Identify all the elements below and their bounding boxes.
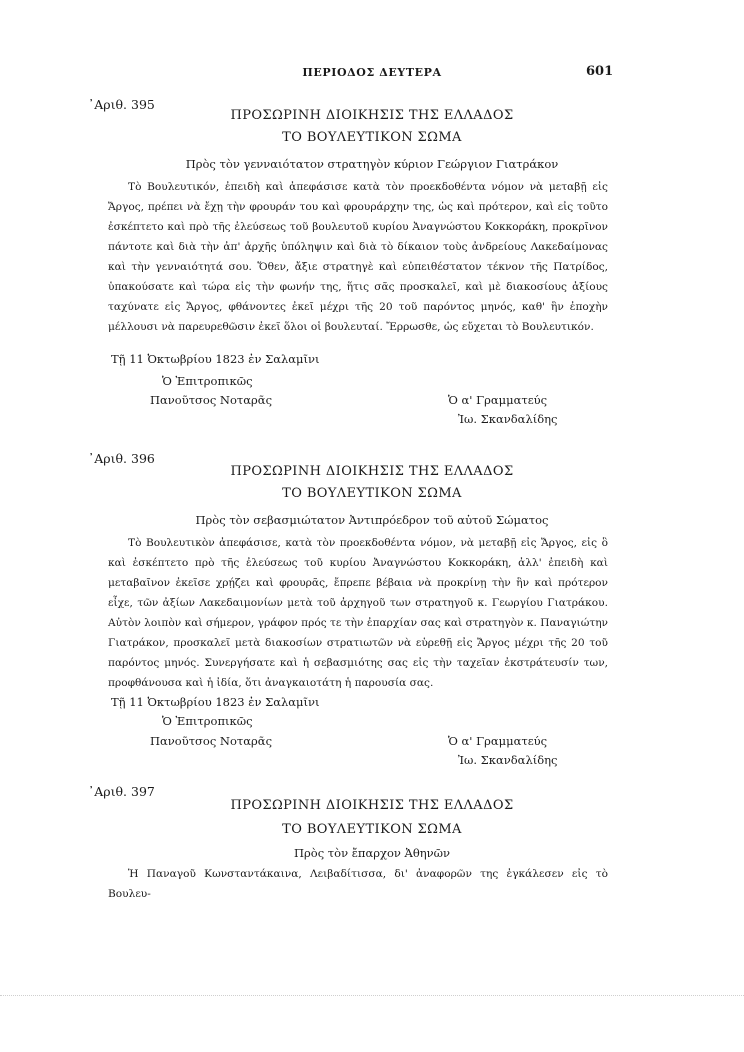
document-number: ᾿Αριθ. 396: [88, 451, 155, 466]
bottom-scan-rule: [0, 995, 744, 996]
document-subheading: ΤΟ ΒΟΥΛΕΥΤΙΚΟΝ ΣΩΜΑ: [282, 130, 462, 145]
document-body: Τὸ Βουλευτικόν, ἐπειδὴ καὶ ἀπεφάσισε κατὰ τὸν προεκδοθέντα νόμον νὰ μεταβῇ εἰς Ἄργος, πρέπει νὰ ἔχῃ τὴν φρουράν του καὶ φρουράρχην της, ὡς καὶ πρότερον, καὶ εἰς τοῦτο ἐσκέπτετο καὶ πρὸ τῆς ἐλεύσεως τοῦ βουλευτοῦ κυρίου Ἀναγνώστου Κοκκοράκη, προκρῖνον πάντοτε καὶ διὰ τὴν ἀπ' ἀρχῆς ὑπόληψιν καὶ διὰ τὸ δίκαιον τοὺς ἀνδρείους Λακεδαίμονας καὶ τὴν γενναιότητά σου. Ὅθεν, ἄξιε στρατηγὲ καὶ εὐπειθέστατον τέκνον τῆς Πατρίδος, ὑπακούσατε καὶ τώρα εἰς τὴν φωνήν της, ἥτις σᾶς προσκαλεῖ, καὶ μὲ διακοσίους ἀξίους ταχύνατε εἰς Ἄργος, φθάνοντες ἐκεῖ μέχρι τῆς 20 τοῦ παρόντος μηνός, καθ' ἣν ἐποχὴν μέλλουσι νὰ παρευρεθῶσιν ἐκεῖ ὅλοι οἱ βουλευταί. Ἔρρωσθε, ὡς εὔχεται τὸ Βουλευτικόν.: [108, 181, 608, 333]
signer-left-name: Πανοῦτσος Νοταρᾶς: [150, 734, 273, 748]
signer-right-name: Ἰω. Σκανδαλίδης: [458, 412, 558, 426]
signer-right-name: Ἰω. Σκανδαλίδης: [458, 753, 558, 767]
addressee: Πρὸς τὸν ἔπαρχον Ἀθηνῶν: [293, 846, 450, 860]
document-number: ᾿Αριθ. 395: [88, 97, 155, 112]
document-body: Τὸ Βουλευτικὸν ἀπεφάσισε, κατὰ τὸν προεκδοθέντα νόμον, νὰ μεταβῇ εἰς Ἄργος, εἰς ὃ καὶ ἐσκέπτετο πρὸ τῆς ἐλεύσεως τοῦ κυρίου Ἀναγνώστου Κοκκοράκη, ἀλλ' ἐπειδὴ καὶ μεταβαῖνον ἐκεῖσε χρῄζει καὶ φρουρᾶς, ἔπρεπε βέβαια νὰ προκρίνῃ τὴν ἣν καὶ πρότερον εἶχε, τῶν ἀξίων Λακεδαιμονίων μετὰ τοῦ ἀρχηγοῦ των στρατηγοῦ κ. Γεωργίου Γιατράκου. Αὐτὸν λοιπὸν καὶ σήμερον, γράφον πρός τε τὴν ἐπαρχίαν σας καὶ στρατηγὸν κ. Παναγιώτην Γιατράκον, προσκαλεῖ μετὰ διακοσίων στρατιωτῶν νὰ εὑρεθῇ εἰς Ἄργος μέχρι τῆς 20 τοῦ παρόντος μηνός. Συνεργήσατε καὶ ἡ σεβασμιότης σας εἰς τὴν ταχεῖαν ἐκστράτευσίν των, προφθάνουσα καὶ ἡ ἰδία, ὅτι ἀναγκαιοτάτη ἡ παρουσία σας.: [108, 537, 608, 689]
document-body: Ἡ Παναγοῦ Κωνσταντάκαινα, Λειβαδίτισσα, δι' ἀναφορῶν της ἐγκάλεσεν εἰς τὸ Βουλευ-: [108, 868, 608, 900]
document-heading: ΠΡΟΣΩΡΙΝΗ ΔΙΟΙΚΗΣΙΣ ΤΗΣ ΕΛΛΑΔΟΣ: [230, 798, 514, 813]
signer-right-title: Ὁ α' Γραμματεύς: [448, 393, 548, 407]
signer-left-title: Ὁ Ἐπιτροπικῶς: [162, 714, 253, 728]
signer-left-name: Πανοῦτσος Νοταρᾶς: [150, 393, 273, 407]
page-number: 601: [586, 64, 614, 79]
addressee: Πρὸς τὸν σεβασμιώτατον Ἀντιπρόεδρον τοῦ αὐτοῦ Σώματος: [195, 513, 549, 527]
document-subheading: ΤΟ ΒΟΥΛΕΥΤΙΚΟΝ ΣΩΜΑ: [282, 822, 462, 837]
date-place: Τῇ 11 Ὀκτωβρίου 1823 ἐν Σαλαμῖνι: [111, 695, 320, 709]
signer-right-title: Ὁ α' Γραμματεύς: [448, 734, 548, 748]
document-heading: ΠΡΟΣΩΡΙΝΗ ΔΙΟΙΚΗΣΙΣ ΤΗΣ ΕΛΛΑΔΟΣ: [230, 464, 514, 479]
addressee: Πρὸς τὸν γενναιότατον στρατηγὸν κύριον Γεώργιον Γιατράκον: [185, 157, 559, 171]
document-heading: ΠΡΟΣΩΡΙΝΗ ΔΙΟΙΚΗΣΙΣ ΤΗΣ ΕΛΛΑΔΟΣ: [230, 108, 514, 123]
running-head: ΠΕΡΙΟΔΟΣ ΔΕΥΤΕΡΑ: [302, 66, 442, 79]
signer-left-title: Ὁ Ἐπιτροπικῶς: [162, 374, 253, 388]
document-number: ᾿Αριθ. 397: [88, 784, 155, 799]
document-subheading: ΤΟ ΒΟΥΛΕΥΤΙΚΟΝ ΣΩΜΑ: [282, 486, 462, 501]
date-place: Τῇ 11 Ὀκτωβρίου 1823 ἐν Σαλαμῖνι: [111, 352, 320, 366]
